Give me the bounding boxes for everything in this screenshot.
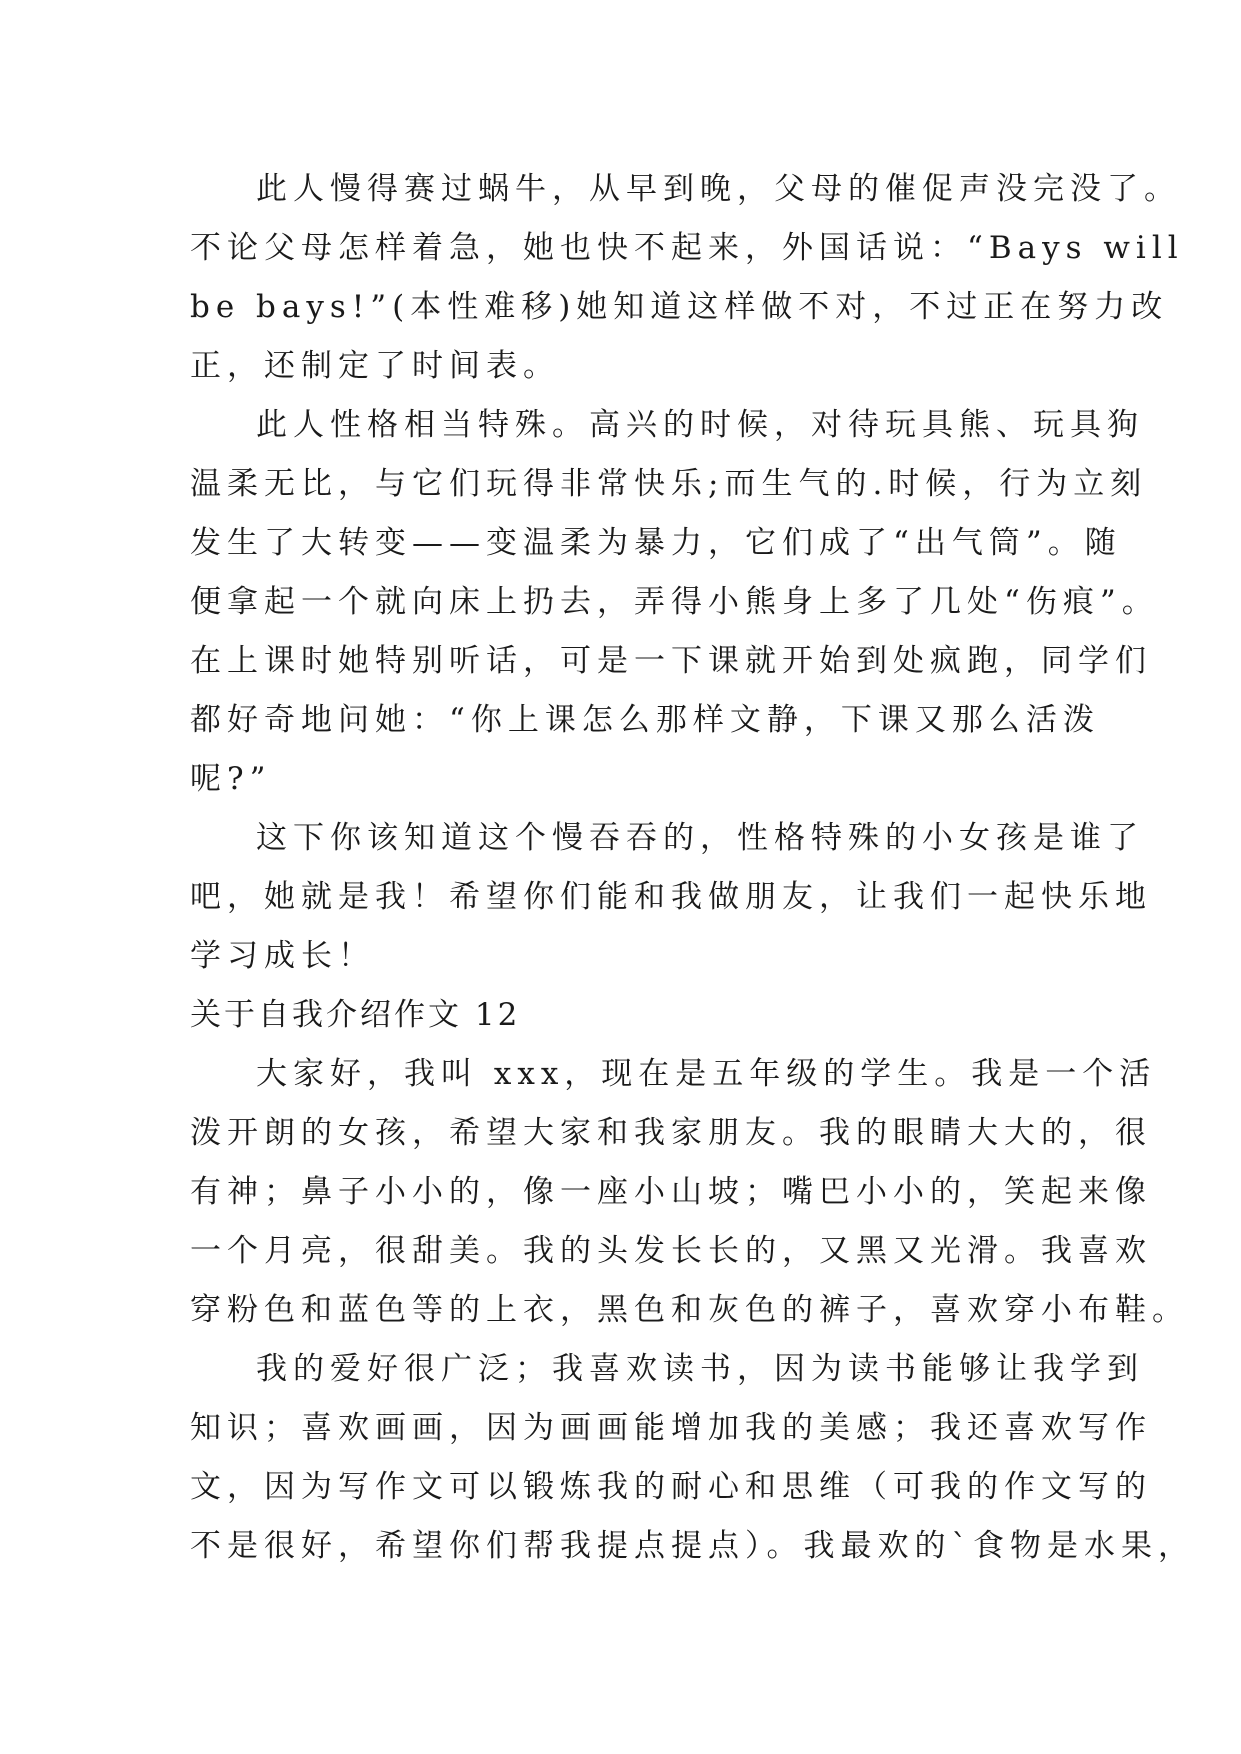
text-line: 有神；鼻子小小的，像一座小山坡；嘴巴小小的，笑起来像 (190, 1174, 1152, 1210)
text-line: 学习成长！ (190, 938, 375, 974)
text-line: 知识；喜欢画画，因为画画能增加我的美感；我还喜欢写作 (190, 1410, 1152, 1446)
text-line: 正，还制定了时间表。 (190, 348, 560, 384)
text-line: 温柔无比，与它们玩得非常快乐;而生气的.时候，行为立刻 (190, 466, 1148, 502)
text-line: be bays!”(本性难移)她知道这样做不对，不过正在努力改 (190, 289, 1169, 325)
text-line: 在上课时她特别听话，可是一下课就开始到处疯跑，同学们 (190, 643, 1152, 679)
text-line: 吧，她就是我！希望你们能和我做朋友，让我们一起快乐地 (190, 879, 1152, 915)
text-line: 泼开朗的女孩，希望大家和我家朋友。我的眼睛大大的，很 (190, 1115, 1152, 1151)
text-line: 便拿起一个就向床上扔去，弄得小熊身上多了几处“伤痕”。 (190, 584, 1159, 620)
text-line: 此人性格相当特殊。高兴的时候，对待玩具熊、玩具狗 (256, 407, 1144, 443)
text-line: 一个月亮，很甜美。我的头发长长的，又黑又光滑。我喜欢 (190, 1233, 1152, 1269)
text-line: 呢?” (190, 761, 272, 797)
text-line: 我的爱好很广泛；我喜欢读书，因为读书能够让我学到 (256, 1351, 1144, 1387)
text-line: 不是很好，希望你们帮我提点提点）。我最欢的`食物是水果， (190, 1528, 1195, 1564)
text-line: 大家好，我叫 xxx，现在是五年级的学生。我是一个活 (256, 1056, 1157, 1092)
text-line: 文，因为写作文可以锻炼我的耐心和思维（可我的作文写的 (190, 1469, 1152, 1505)
text-line: 发生了大转变——变温柔为暴力，它们成了“出气筒”。随 (190, 525, 1122, 561)
text-line: 都好奇地问她：“你上课怎么那样文静，下课又那么活泼 (190, 702, 1100, 738)
text-line: 不论父母怎样着急，她也快不起来，外国话说：“Bays will (190, 230, 1184, 266)
text-line: 此人慢得赛过蜗牛，从早到晚，父母的催促声没完没了。 (256, 171, 1181, 207)
section-heading: 关于自我介绍作文 12 (190, 997, 521, 1033)
text-line: 这下你该知道这个慢吞吞的，性格特殊的小女孩是谁了 (256, 820, 1144, 856)
text-line: 穿粉色和蓝色等的上衣，黑色和灰色的裤子，喜欢穿小布鞋。 (190, 1292, 1189, 1328)
document-body (190, 160, 1195, 1576)
